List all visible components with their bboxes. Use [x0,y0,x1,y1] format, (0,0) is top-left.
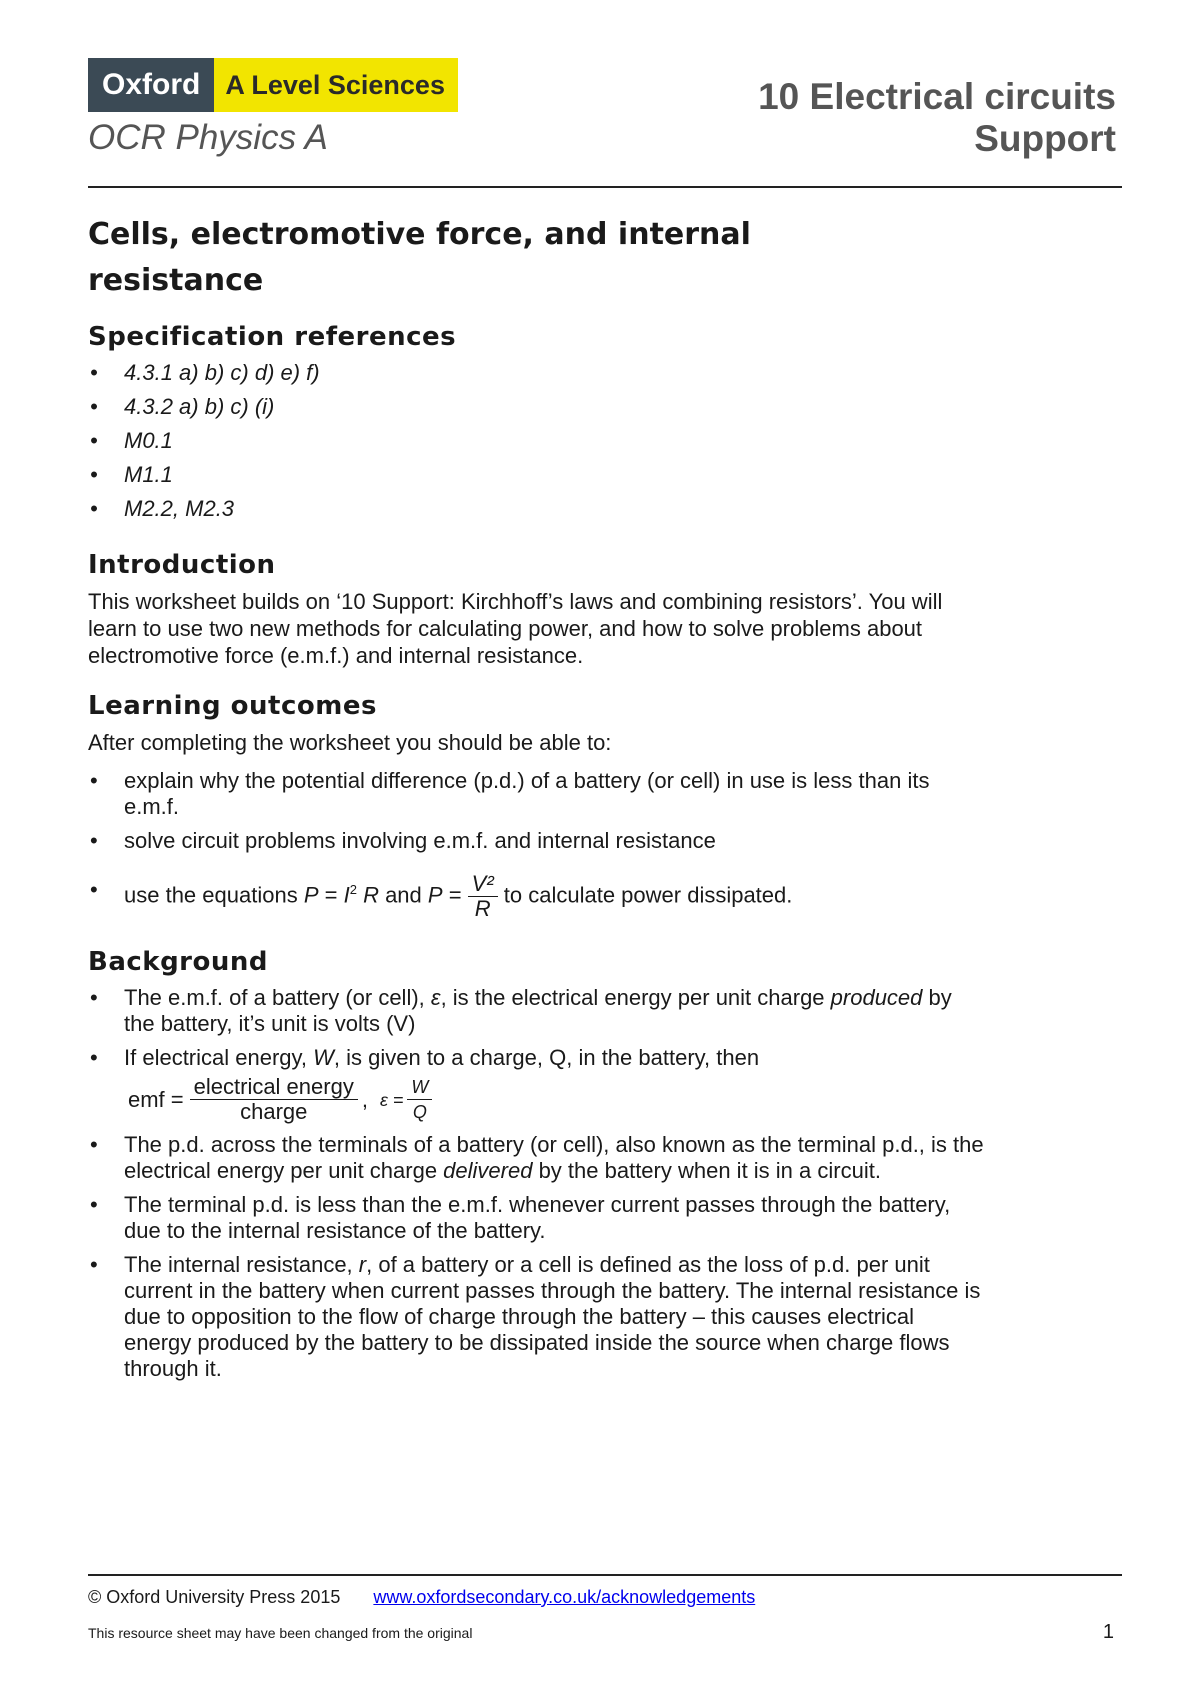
list-item: • The terminal p.d. is less than the e.m.f. whenever current passes through the battery, due to the internal resistance of the battery. [88,1192,984,1244]
list-item: • 4.3.1 a) b) c) d) e) f) [88,360,1048,386]
list-item: • If electrical energy, W, is given to a charge, Q, in the battery, then emf = $\frac{\text{electrical energy}}{\text{charge}}$ , ε = $\frac{W}{Q}$ [88,1045,984,1124]
outcomes-list [88,768,1048,923]
acknowledgements-link[interactable]: www.oxfordsecondary.co.uk/acknowledgements [373,1587,756,1607]
emf-fraction: $\frac{\text{electrical energy}}{\text{charge}}$ [190,1075,358,1124]
emf-equation: emf = $\frac{\text{electrical energy}}{\text{charge}}$ , ε = $\frac{W}{Q}$ [128,1075,984,1124]
list-item: • M0.1 [88,428,1048,454]
list-item: • 4.3.2 a) b) c) (i) [88,394,1048,420]
footer-divider [88,1574,1122,1576]
logo-series-text: A Level Sciences [214,58,458,112]
footer-note: This resource sheet may have been changed from the original [88,1625,473,1641]
chapter-heading [758,76,1116,160]
list-item: • M1.1 [88,462,1048,488]
outcomes-heading: Learning outcomes [88,691,377,721]
copyright-text: © Oxford University Press 2015 [88,1587,341,1607]
list-item: • M2.2, M2.3 [88,496,1048,522]
epsilon-fraction: $\frac{W}{Q}$ [407,1075,432,1124]
page-number: 1 [1102,1621,1114,1643]
page-title: Cells, electromotive force, and internal resistance [88,217,751,298]
spec-heading: Specification references [88,322,457,352]
outcomes-lead: After completing the worksheet you should be able to: [88,730,612,755]
footer [88,1587,755,1608]
worksheet-body [88,212,1048,1390]
list-item: • The p.d. across the terminals of a battery (or cell), also known as the terminal p.d., is the electrical energy per unit charge delivered by the battery when it is in a circuit. [88,1132,984,1184]
power-fraction: $\frac{\text{V²}}{R}$ [468,872,498,921]
list-item: • use the equations $P = I^2$ R and P = $\frac{\text{V²}}{R}$ to calculate power dissipated. [88,862,984,923]
list-item: • The e.m.f. of a battery (or cell), ε, is the electrical energy per unit charge produced by the battery, it’s unit is volts (V) [88,985,984,1037]
background-list [88,985,1048,1382]
course-title: OCR Physics A [88,118,328,157]
chapter-title: 10 Electrical circuits [758,76,1116,117]
intro-text: This worksheet builds on ‘10 Support: Kirchhoff’s laws and combining resistors’. You will learn to use two new methods for calculating power, and how to solve problems about electromotive force (e.m.f.) and internal resistance. [88,589,943,668]
spec-list [88,360,1048,522]
chapter-level: Support [974,118,1116,159]
header-divider [88,186,1122,188]
publisher-logo [88,58,458,112]
list-item: • solve circuit problems involving e.m.f. and internal resistance [88,828,984,854]
list-item: • explain why the potential difference (p.d.) of a battery (or cell) in use is less than its e.m.f. [88,768,984,820]
logo-oxford-text: Oxford [88,58,214,112]
background-heading: Background [88,947,268,978]
list-item: • The internal resistance, r, of a battery or a cell is defined as the loss of p.d. per unit current in the battery when current passes through the battery. The internal resistance is due to opposition to the flow of charge through the battery – this causes electrical energy produced by the battery to be dissipated inside the source when charge flows through it. [88,1252,984,1382]
intro-heading: Introduction [88,550,276,580]
